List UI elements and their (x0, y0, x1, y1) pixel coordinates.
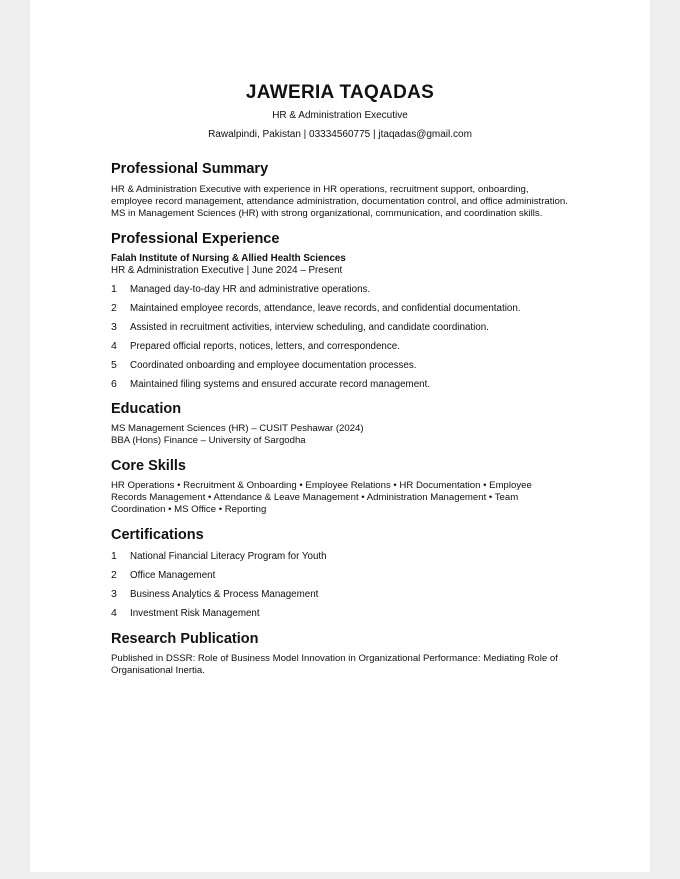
summary-section (111, 160, 569, 220)
education-heading: Education (111, 401, 182, 417)
list-item (111, 299, 569, 318)
list-item (111, 375, 569, 394)
experience-list (111, 280, 569, 394)
list-number: 5 (111, 359, 117, 371)
skills-heading: Core Skills (111, 458, 186, 474)
education-section (111, 400, 569, 447)
list-text: Office Management (130, 570, 216, 581)
list-text: Prepared official reports, notices, letters, and correspondence. (130, 341, 400, 352)
education-lines (111, 423, 569, 447)
list-item (111, 566, 569, 585)
publication-text: Published in DSSR: Role of Business Model Innovation in Organizational Performance: Mediating Role of Organisational Inertia. (111, 653, 558, 676)
experience-section (111, 230, 569, 394)
list-number: 2 (111, 569, 117, 581)
list-item (111, 604, 569, 623)
list-text: Maintained filing systems and ensured accurate record management. (130, 379, 431, 390)
list-number: 1 (111, 550, 117, 562)
publication-heading: Research Publication (111, 631, 259, 647)
list-number: 3 (111, 588, 117, 600)
list-item (111, 585, 569, 604)
list-text: Maintained employee records, attendance, leave records, and confidential documentation. (130, 303, 521, 314)
candidate-name: JAWERIA TAQADAS (245, 82, 435, 103)
list-item (111, 337, 569, 356)
list-number: 1 (111, 283, 117, 295)
resume-page (30, 0, 650, 872)
publication-section (111, 630, 569, 677)
list-number: 4 (111, 607, 117, 619)
list-text: Coordinated onboarding and employee documentation processes. (130, 360, 417, 371)
job-title: HR & Administration Executive (272, 110, 408, 121)
skills-text: HR Operations • Recruitment & Onboarding • Employee Relations • HR Documentation • Employee Records Management • Attendance & Leave Management • Administration Management • Team Coordination • MS Office • Reporting (111, 480, 532, 515)
summary-heading: Professional Summary (111, 161, 269, 177)
summary-text: HR & Administration Executive with experience in HR operations, recruitment support, onboarding, employee record management, attendance administration, documentation control, and office administration. MS in Management Sciences (HR) with strong organizational, communication, and coordination skills. (111, 184, 568, 219)
list-item (111, 280, 569, 299)
list-text: National Financial Literacy Program for Youth (130, 551, 327, 562)
education-line: MS Management Sciences (HR) – CUSIT Peshawar (2024) (111, 423, 364, 434)
education-line: BBA (Hons) Finance – University of Sargodha (111, 435, 306, 446)
skills-section (111, 457, 569, 516)
list-number: 6 (111, 378, 117, 390)
certifications-section (111, 526, 569, 623)
list-text: Investment Risk Management (130, 608, 260, 619)
list-text: Business Analytics & Process Management (130, 589, 319, 600)
list-number: 2 (111, 302, 117, 314)
experience-role: HR & Administration Executive | June 2024 – Present (111, 265, 343, 276)
list-item (111, 356, 569, 375)
resume-header (111, 0, 569, 141)
list-number: 4 (111, 340, 117, 352)
contact-info: Rawalpindi, Pakistan | 03334560775 | jtaqadas@gmail.com (208, 129, 472, 140)
list-text: Managed day-to-day HR and administrative operations. (130, 284, 371, 295)
experience-organization: Falah Institute of Nursing & Allied Health Sciences (111, 253, 346, 264)
certifications-heading: Certifications (111, 527, 204, 543)
certifications-list (111, 547, 569, 623)
list-item (111, 547, 569, 566)
list-text: Assisted in recruitment activities, interview scheduling, and candidate coordination. (130, 322, 489, 333)
list-item (111, 318, 569, 337)
experience-heading: Professional Experience (111, 231, 280, 247)
list-number: 3 (111, 321, 117, 333)
